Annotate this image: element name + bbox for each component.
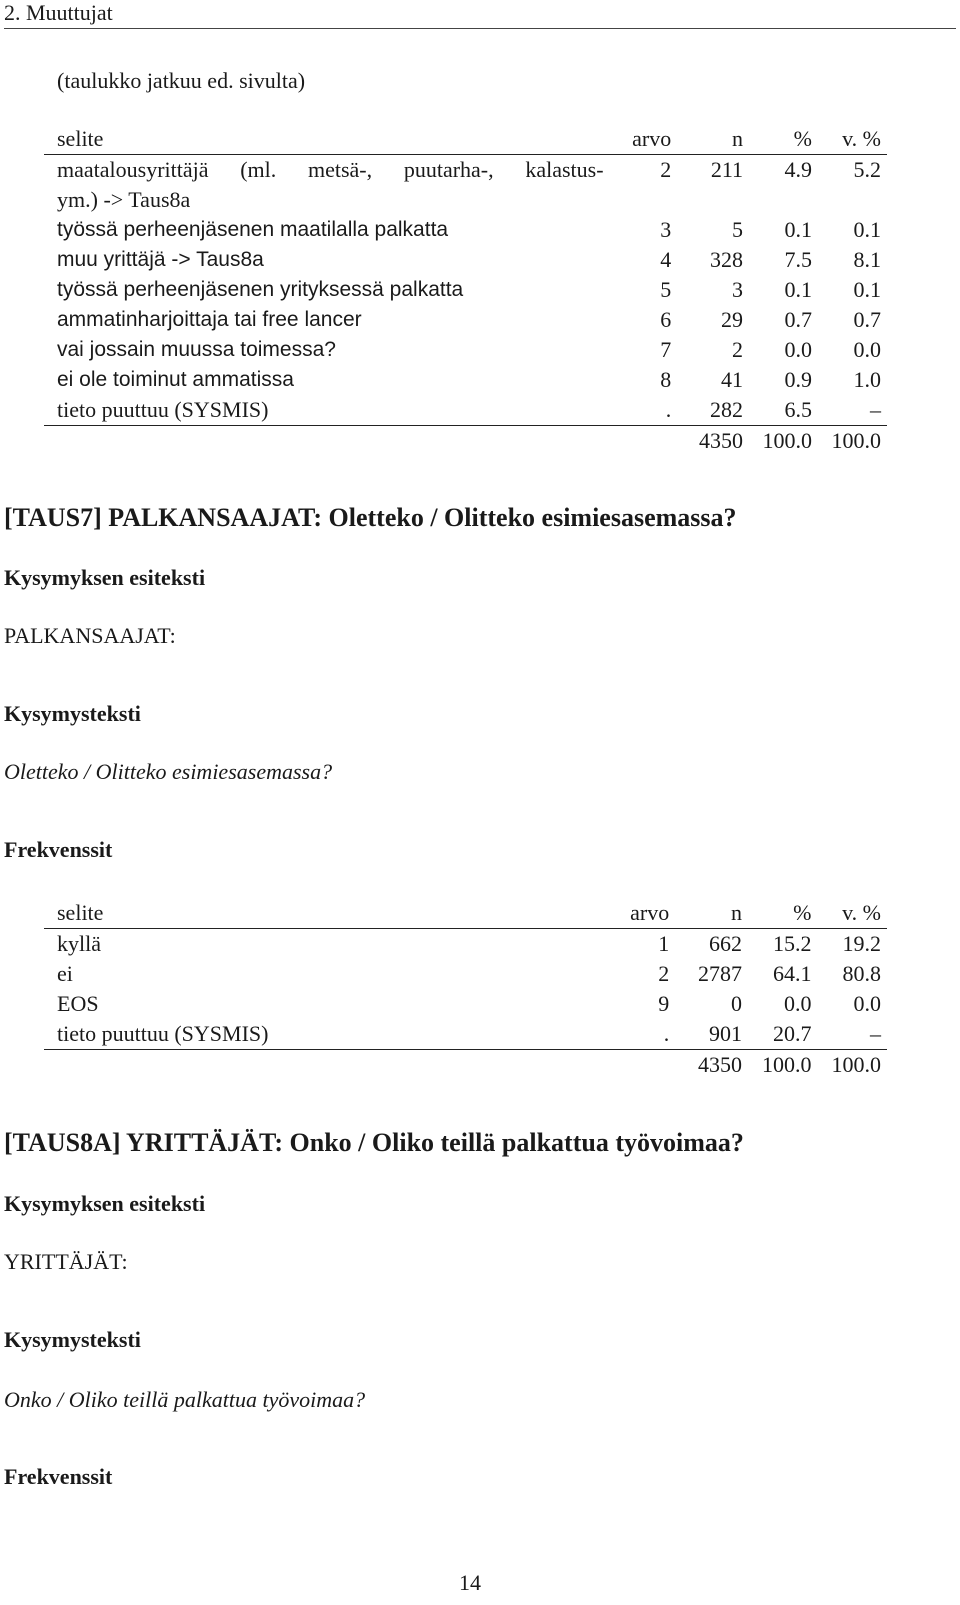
total-pct: 100.0 — [749, 426, 818, 457]
row-arvo: 6 — [660, 307, 672, 332]
row-vpct: 8.1 — [853, 247, 881, 272]
question-title-taus8a: [TAUS8A] YRITTÄJÄT: Onko / Oliko teillä palkattua työvoimaa? — [4, 1128, 744, 1157]
intro-heading-taus8a: Kysymyksen esiteksti — [4, 1191, 206, 1216]
row-vpct: 0.0 — [853, 991, 881, 1016]
table-row — [44, 155, 887, 216]
row-pct: 0.7 — [784, 307, 812, 332]
row-pct: 0.0 — [784, 337, 812, 362]
continuation-note: (taulukko jatkuu ed. sivulta) — [57, 68, 306, 93]
row-pct: 4.9 — [784, 157, 812, 182]
row-pct: 0.1 — [784, 217, 812, 242]
frequency-table-continued — [44, 124, 887, 456]
running-head: 2. Muuttujat — [4, 0, 113, 25]
row-n: 29 — [721, 307, 744, 332]
row-label: ammatinharjoittaja tai free lancer — [57, 308, 362, 331]
row-label: muu yrittäjä -> Taus8a — [57, 248, 264, 271]
table-row — [44, 215, 887, 245]
row-vpct: 80.8 — [842, 961, 881, 986]
header-pct: % — [748, 898, 817, 929]
row-n: 5 — [732, 217, 744, 242]
intro-heading-taus7: Kysymyksen esiteksti — [4, 565, 206, 590]
header-n: n — [677, 124, 749, 155]
row-n: 0 — [731, 991, 743, 1016]
row-arvo: 5 — [660, 277, 672, 302]
row-pct: 0.1 — [784, 277, 812, 302]
header-arvo: arvo — [610, 124, 678, 155]
table-row — [44, 305, 887, 335]
row-vpct: 1.0 — [853, 367, 881, 392]
table-total-row — [44, 1050, 887, 1081]
header-selite: selite — [44, 124, 610, 155]
row-arvo: 1 — [658, 931, 670, 956]
table-header-row — [44, 898, 887, 929]
row-pct: 0.9 — [784, 367, 812, 392]
row-n: 901 — [709, 1021, 743, 1046]
row-label: tieto puuttuu (SYSMIS) — [57, 1021, 269, 1046]
row-vpct: 5.2 — [853, 157, 881, 182]
row-pct: 6.5 — [784, 397, 812, 422]
page-number: 14 — [459, 1570, 481, 1595]
freq-heading-taus7: Frekvenssit — [4, 837, 113, 862]
header-pct: % — [749, 124, 818, 155]
row-n: 328 — [710, 247, 744, 272]
row-label-line1: maatalousyrittäjä (ml. metsä-, puutarha-, kalastus- — [57, 157, 604, 182]
total-n: 4350 — [675, 1050, 748, 1081]
header-n: n — [675, 898, 748, 929]
row-n: 3 — [732, 277, 744, 302]
table-row — [44, 245, 887, 275]
row-pct: 64.1 — [773, 961, 812, 986]
row-n: 282 — [710, 397, 744, 422]
row-vpct: – — [870, 397, 881, 422]
row-n: 662 — [709, 931, 743, 956]
total-n: 4350 — [677, 426, 749, 457]
row-pct: 0.0 — [784, 991, 812, 1016]
frequency-table-taus7 — [44, 898, 887, 1080]
table-row — [44, 989, 887, 1019]
row-label: kyllä — [57, 931, 101, 956]
question-heading-taus8a: Kysymysteksti — [4, 1327, 141, 1352]
row-n: 211 — [710, 157, 744, 182]
question-text-taus8a: Onko / Oliko teillä palkattua työvoimaa? — [4, 1387, 366, 1412]
table-row — [44, 275, 887, 305]
row-label: ei ole toiminut ammatissa — [57, 368, 294, 391]
table-row — [44, 335, 887, 365]
row-arvo: 2 — [658, 961, 670, 986]
header-vpct: v. % — [818, 898, 888, 929]
freq-heading-taus8a: Frekvenssit — [4, 1464, 113, 1489]
header-selite: selite — [44, 898, 606, 929]
row-n: 2787 — [698, 961, 743, 986]
row-arvo: 4 — [660, 247, 672, 272]
row-vpct: 0.0 — [853, 337, 881, 362]
header-vpct: v. % — [818, 124, 887, 155]
row-arvo: 2 — [660, 157, 672, 182]
total-pct: 100.0 — [748, 1050, 817, 1081]
row-arvo: . — [663, 1021, 670, 1046]
total-vpct: 100.0 — [818, 426, 887, 457]
row-label: työssä perheenjäsenen yrityksessä palkatta — [57, 278, 464, 301]
row-vpct: 0.7 — [853, 307, 881, 332]
question-heading-taus7: Kysymysteksti — [4, 701, 141, 726]
row-label: ei — [57, 961, 73, 986]
header-arvo: arvo — [606, 898, 675, 929]
intro-text-taus8a: YRITTÄJÄT: — [4, 1249, 128, 1274]
table-total-row — [44, 426, 887, 457]
row-arvo: 3 — [660, 217, 672, 242]
table-row — [44, 959, 887, 989]
row-arvo: 9 — [658, 991, 670, 1016]
row-vpct: 19.2 — [842, 931, 881, 956]
question-text-taus7: Oletteko / Olitteko esimiesasemassa? — [4, 759, 333, 784]
row-label: tieto puuttuu (SYSMIS) — [57, 397, 269, 422]
row-label: EOS — [57, 991, 99, 1016]
row-vpct: 0.1 — [853, 277, 881, 302]
row-label: vai jossain muussa toimessa? — [57, 338, 336, 361]
row-arvo: 7 — [660, 337, 672, 362]
row-label-line2: ym.) -> Taus8a — [57, 187, 191, 212]
row-n: 2 — [732, 337, 744, 362]
header-rule — [4, 28, 956, 29]
table-row — [44, 395, 887, 426]
question-title-taus7: [TAUS7] PALKANSAAJAT: Oletteko / Olitteko esimiesasemassa? — [4, 503, 737, 532]
row-n: 41 — [721, 367, 744, 392]
row-pct: 7.5 — [784, 247, 812, 272]
row-vpct: 0.1 — [853, 217, 881, 242]
table-row — [44, 365, 887, 395]
row-pct: 20.7 — [773, 1021, 812, 1046]
row-vpct: – — [870, 1021, 881, 1046]
intro-text-taus7: PALKANSAAJAT: — [4, 623, 176, 648]
row-arvo: 8 — [660, 367, 672, 392]
row-arvo: . — [665, 397, 672, 422]
table-header-row — [44, 124, 887, 155]
table-row — [44, 929, 887, 960]
row-pct: 15.2 — [773, 931, 812, 956]
row-label — [44, 155, 610, 216]
total-vpct: 100.0 — [818, 1050, 888, 1081]
row-label: työssä perheenjäsenen maatilalla palkatta — [57, 218, 449, 241]
table-row — [44, 1019, 887, 1050]
